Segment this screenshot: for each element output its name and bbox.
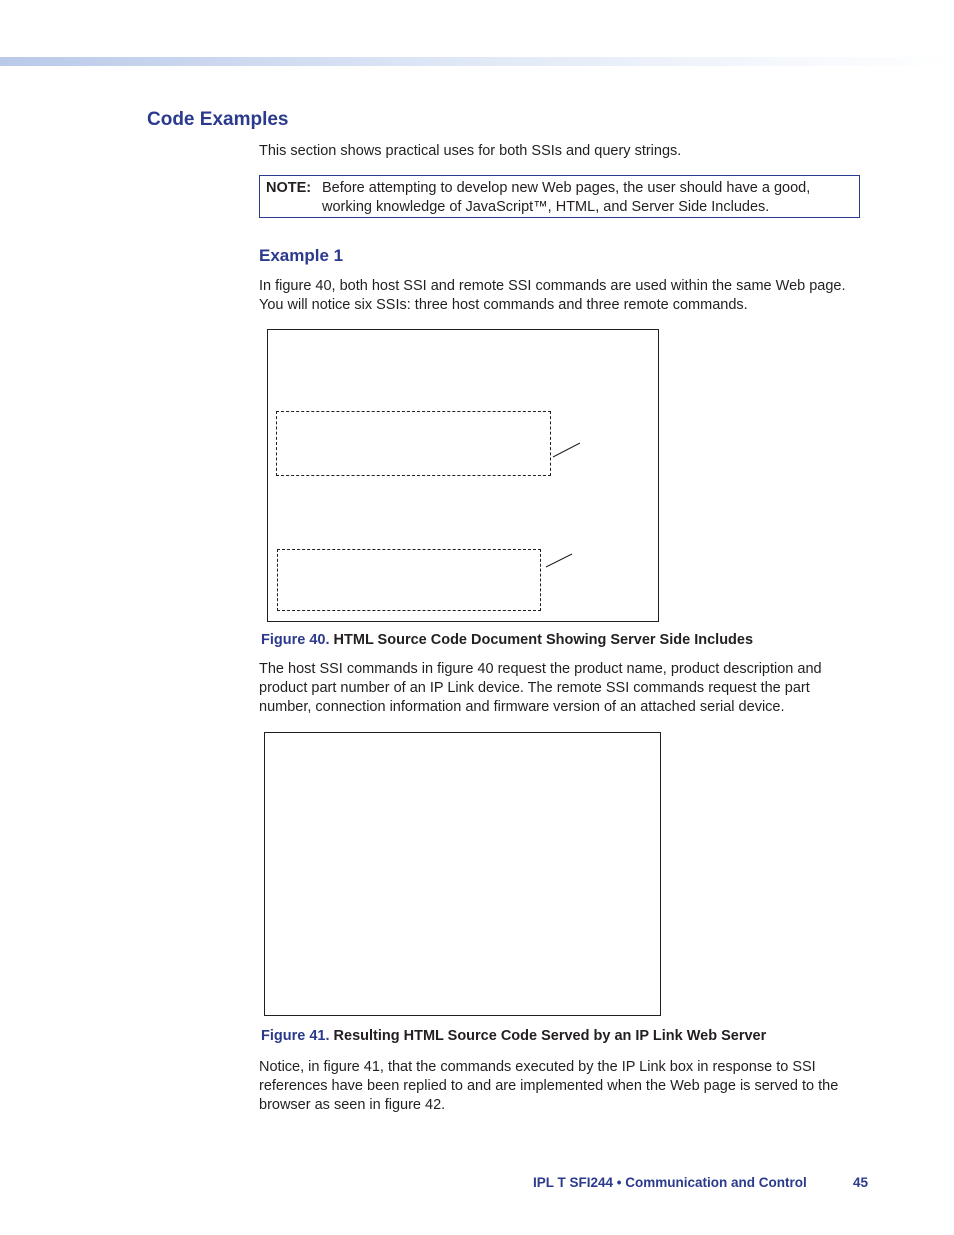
figure-41-caption-text: Resulting HTML Source Code Served by an IP Link Web Server — [333, 1028, 767, 1044]
note-text-line-1: Before attempting to develop new Web pages, the user should have a good, — [322, 180, 811, 196]
figure-40-leader-line-1 — [550, 440, 585, 460]
figure-40-host-ssi-callout — [276, 411, 551, 476]
figure-40-caption-text: HTML Source Code Document Showing Server Side Includes — [333, 632, 754, 648]
figure-40-leader-line-2 — [543, 551, 578, 571]
figure-41-image — [264, 732, 661, 1016]
note-box — [259, 175, 860, 218]
note-label: NOTE: — [266, 180, 312, 196]
example-paragraph-2: The host SSI commands in figure 40 request the product name, product description and product part number of an IP Link device. The remote SSI commands request the part number, connection information and firmware version of an attached serial device. — [259, 661, 822, 715]
section-intro: This section shows practical uses for both SSIs and query strings. — [259, 143, 682, 159]
figure-40-remote-ssi-callout — [277, 549, 541, 611]
example-paragraph-1: In figure 40, both host SSI and remote SSI commands are used within the same Web page. You will notice six SSIs: three host commands and three remote commands. — [259, 278, 846, 313]
example-paragraph-3: Notice, in figure 41, that the commands executed by the IP Link box in response to SSI references have been replied to and are implemented when the Web page is served to the browser as seen in figure 42. — [259, 1059, 839, 1113]
page-number: 45 — [853, 1175, 869, 1190]
figure-41-number: Figure 41. — [261, 1028, 330, 1044]
note-text — [322, 179, 852, 217]
footer-title: IPL T SFI244 • Communication and Control — [533, 1175, 807, 1190]
example-title: Example 1 — [259, 246, 344, 265]
figure-40-caption — [261, 632, 753, 648]
header-gradient-bar — [0, 57, 954, 66]
note-text-line-2: working knowledge of JavaScript™, HTML, and Server Side Includes. — [322, 199, 770, 215]
figure-40-number: Figure 40. — [261, 632, 330, 648]
section-title: Code Examples — [147, 109, 289, 130]
figure-41-caption — [261, 1028, 766, 1044]
